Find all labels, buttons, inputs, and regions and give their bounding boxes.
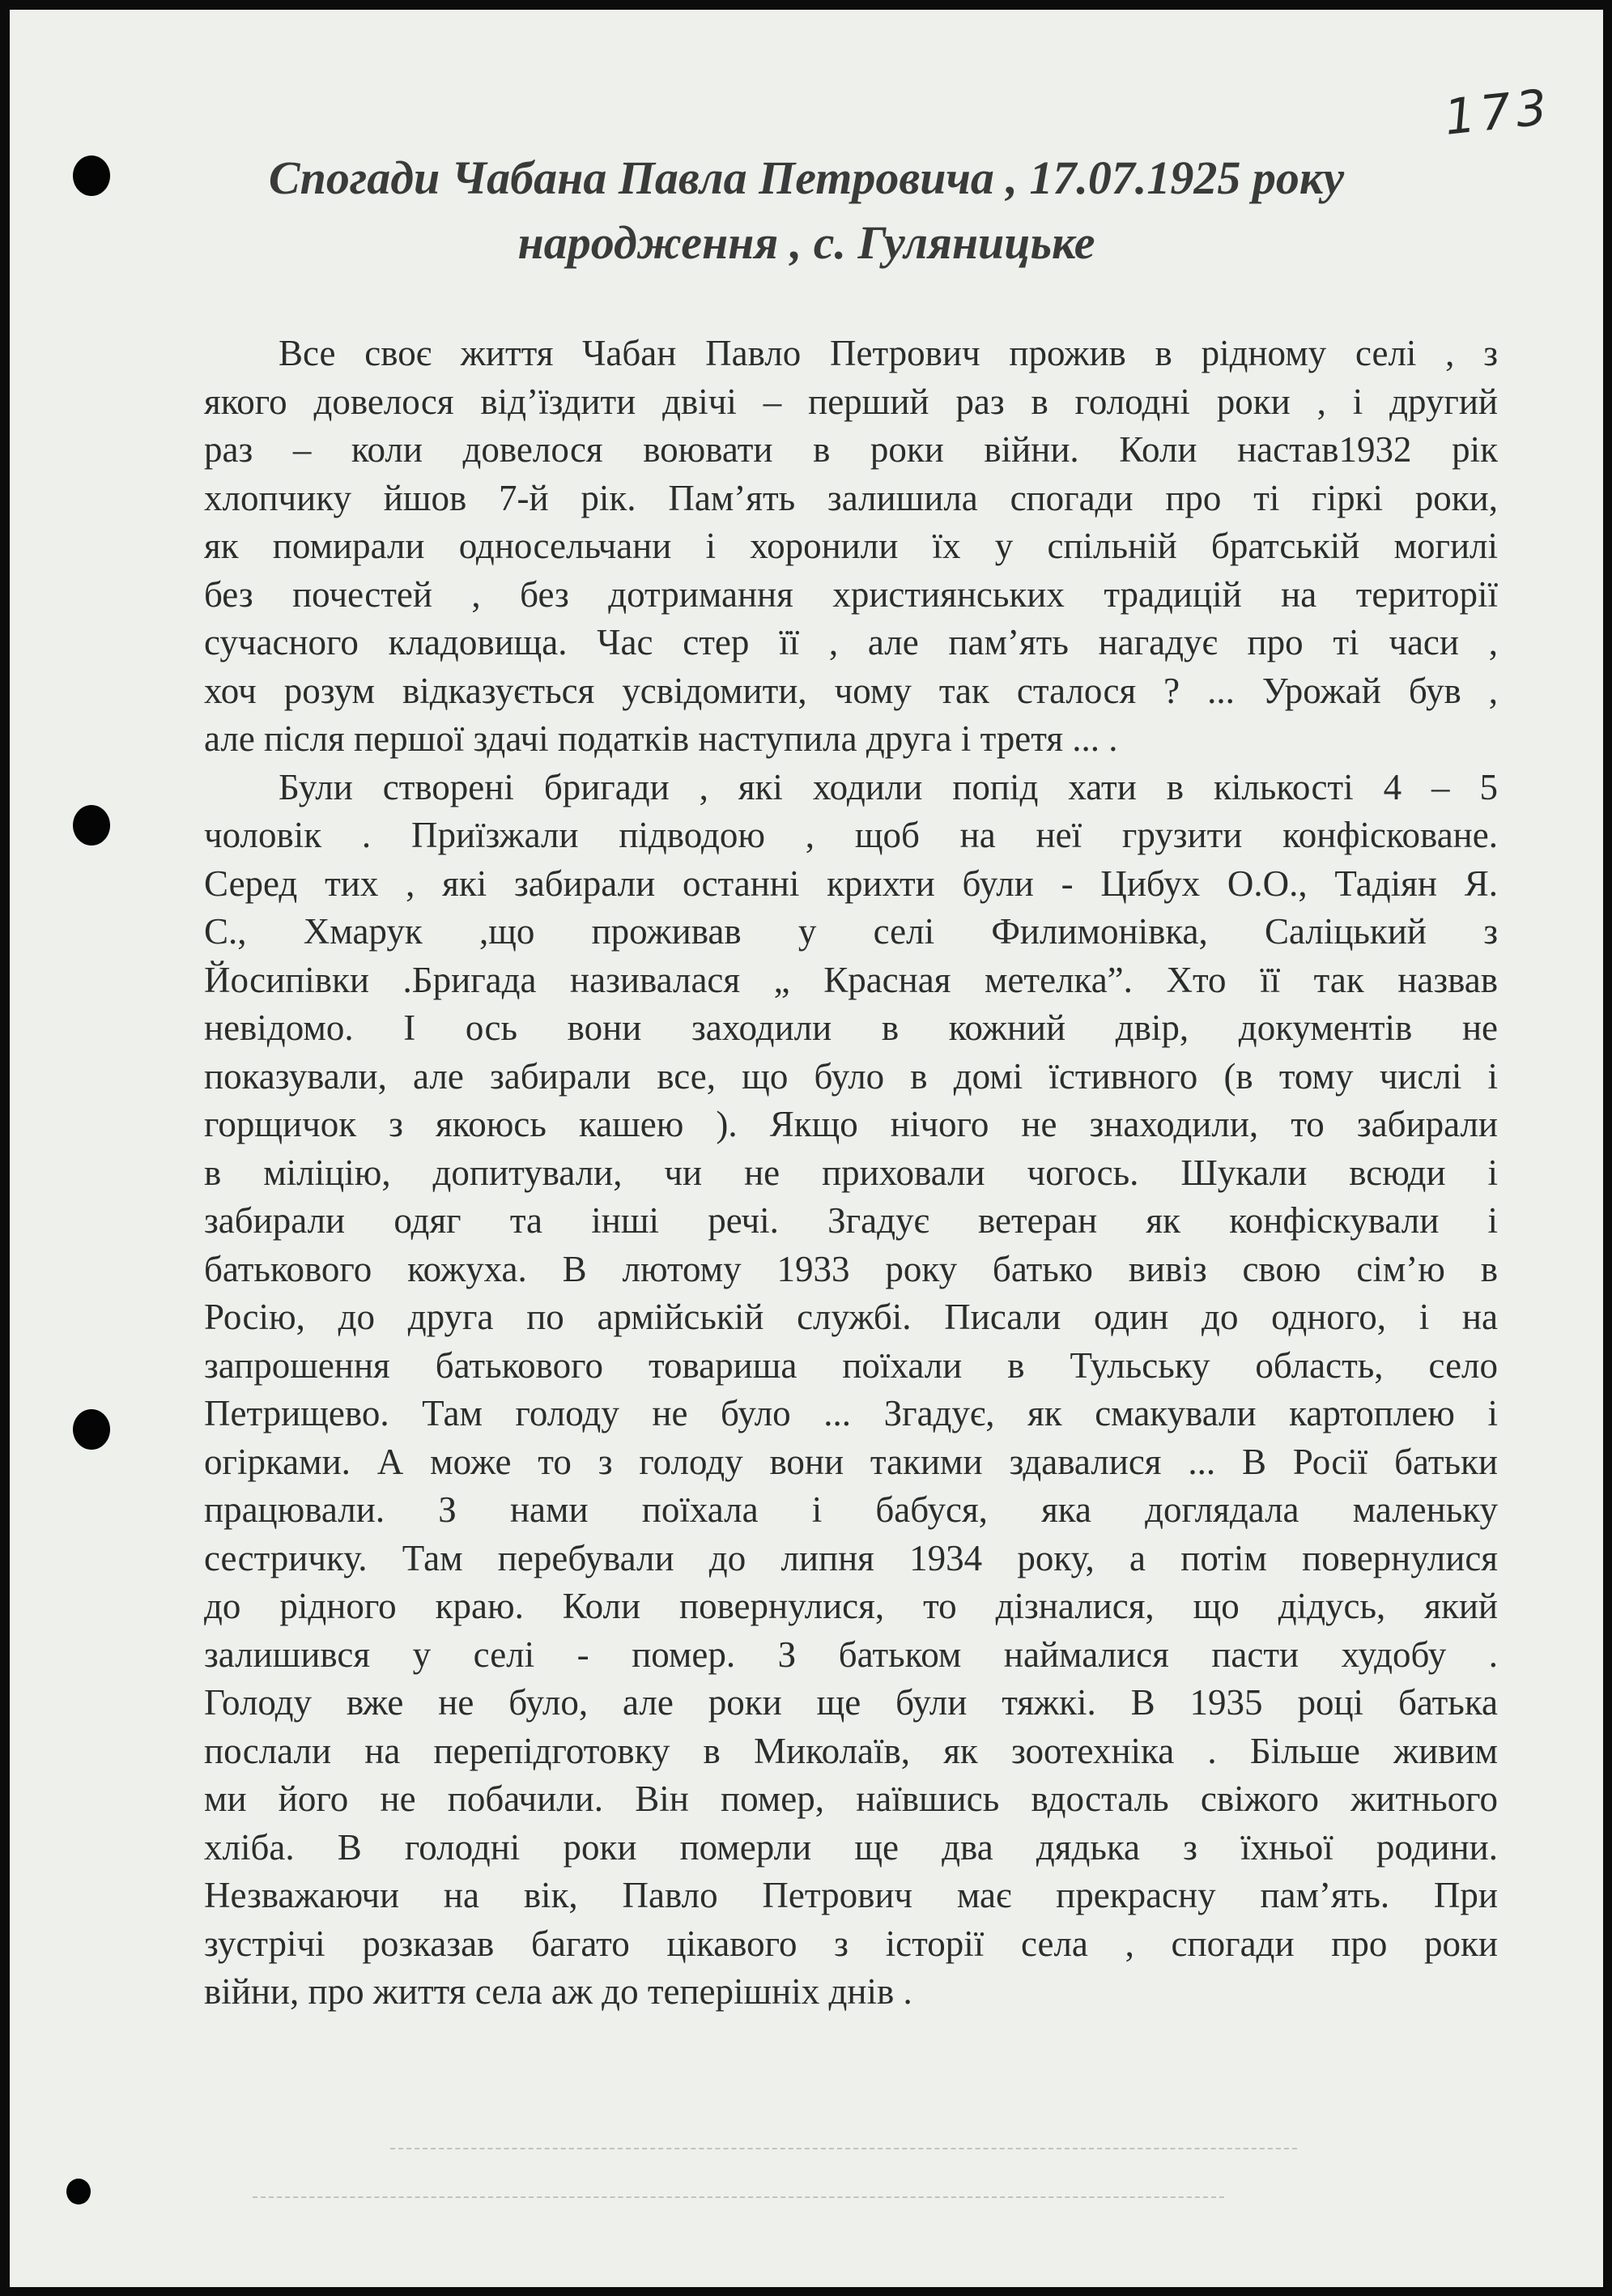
title-line-1: Спогади Чабана Павла Петровича , 17.07.1925 року xyxy=(268,151,1345,204)
text-line: забирали одяг та інші речі. Згадує ветеран як конфіскували і xyxy=(204,1200,1498,1241)
punch-hole xyxy=(73,155,110,196)
text-line: показували, але забирали все, що було в домі їстивного (в тому числі і xyxy=(204,1055,1498,1097)
punch-hole xyxy=(73,1409,110,1450)
page-number: 173 xyxy=(1441,79,1555,147)
title-line-2: народження , с. Гуляницьке xyxy=(517,216,1095,269)
text-line: Йосипівки .Бригада називалася „ Красная метелка”. Хто її так назвав xyxy=(204,959,1498,1000)
text-line: Все своє життя Чабан Павло Петрович прожив в рідному селі , з xyxy=(279,333,1498,373)
text-line: горщичок з якоюсь кашею ). Якщо нічого не знаходили, то забирали xyxy=(204,1104,1498,1144)
text-line: хлопчику йшов 7-й рік. Пам’ять залишила спогади про ті гіркі роки, xyxy=(204,477,1498,518)
text-line: Серед тих , які забирали останні крихти були - Цибух О.О., Тадіян Я. xyxy=(204,863,1498,904)
text-line: Петрищево. Там голоду не було ... Згадує, як смакували картоплею і xyxy=(204,1393,1498,1433)
text-line: хоч розум відказується усвідомити, чому так сталося ? ... Урожай був , xyxy=(204,670,1498,711)
text-line: працювали. З нами поїхала і бабуся, яка доглядала маленьку xyxy=(204,1489,1498,1530)
text-line: війни, про життя села аж до теперішніх днів . xyxy=(204,1971,912,2012)
text-line: ми його не побачили. Він помер, наївшись вдосталь свіжого житнього xyxy=(204,1778,1498,1819)
text-line: в міліцію, допитували, чи не приховали чогось. Шукали всюди і xyxy=(204,1152,1498,1193)
scan-artifact xyxy=(390,2148,1297,2149)
text-line: огірками. А може то з голоду вони такими здавалися ... В Росії батьки xyxy=(204,1441,1498,1482)
text-line: С., Хмарук ,що проживав у селі Филимонівка, Саліцький з xyxy=(204,911,1498,952)
scan-artifact xyxy=(253,2196,1224,2198)
text-line: Були створені бригади , які ходили попід хати в кількості 4 – 5 xyxy=(279,766,1498,807)
text-line: але після першої здачі податків наступила друга і третя ... . xyxy=(204,718,1118,759)
text-line: батькового кожуха. В лютому 1933 року батько вивіз свою сім’ю в xyxy=(204,1248,1498,1289)
punch-hole xyxy=(66,2179,91,2204)
text-line: чоловік . Приїзжали підводою , щоб на неї грузити конфісковане. xyxy=(204,815,1498,855)
text-line: як помирали односельчани і хоронили їх у спільній братській могилі xyxy=(204,526,1498,566)
text-line: Незважаючи на вік, Павло Петрович має прекрасну пам’ять. При xyxy=(204,1875,1498,1915)
text-line: Голоду вже не було, але роки ще були тяжкі. В 1935 році батька xyxy=(204,1682,1498,1723)
text-line: Росію, до друга по армійській службі. Писали один до одного, і на xyxy=(204,1297,1498,1337)
punch-hole xyxy=(73,805,110,846)
text-line: раз – коли довелося воювати в роки війни. Коли настав1932 рік xyxy=(204,429,1498,470)
text-line: невідомо. І ось вони заходили в кожний двір, документів не xyxy=(204,1007,1498,1048)
text-line: послали на перепідготовку в Миколаїв, як зоотехніка . Більше живим xyxy=(204,1730,1498,1771)
text-line: зустрічі розказав багато цікавого з історії села , спогади про роки xyxy=(204,1923,1498,1964)
page-title xyxy=(107,146,1506,275)
memoir-body xyxy=(204,330,1498,2017)
text-line: без почестей , без дотримання християнських традицій на території xyxy=(204,573,1498,615)
text-line: сестричку. Там перебували до липня 1934 року, а потім повернулися xyxy=(204,1537,1498,1578)
text-line: до рідного краю. Коли повернулися, то дізналися, що дідусь, який xyxy=(204,1586,1498,1626)
text-line: якого довелося від’їздити двічі – перший раз в голодні роки , і другий xyxy=(204,381,1498,422)
text-line: сучасного кладовища. Час стер її , але пам’ять нагадує про ті часи , xyxy=(204,622,1498,662)
document-page xyxy=(10,10,1603,2287)
text-line: запрошення батькового товариша поїхали в Тульську область, село xyxy=(204,1344,1498,1386)
text-line: залишився у селі - помер. З батьком наймалися пасти худобу . xyxy=(204,1634,1498,1675)
text-line: хліба. В голодні роки померли ще два дядька з їхньої родини. xyxy=(204,1826,1498,1868)
